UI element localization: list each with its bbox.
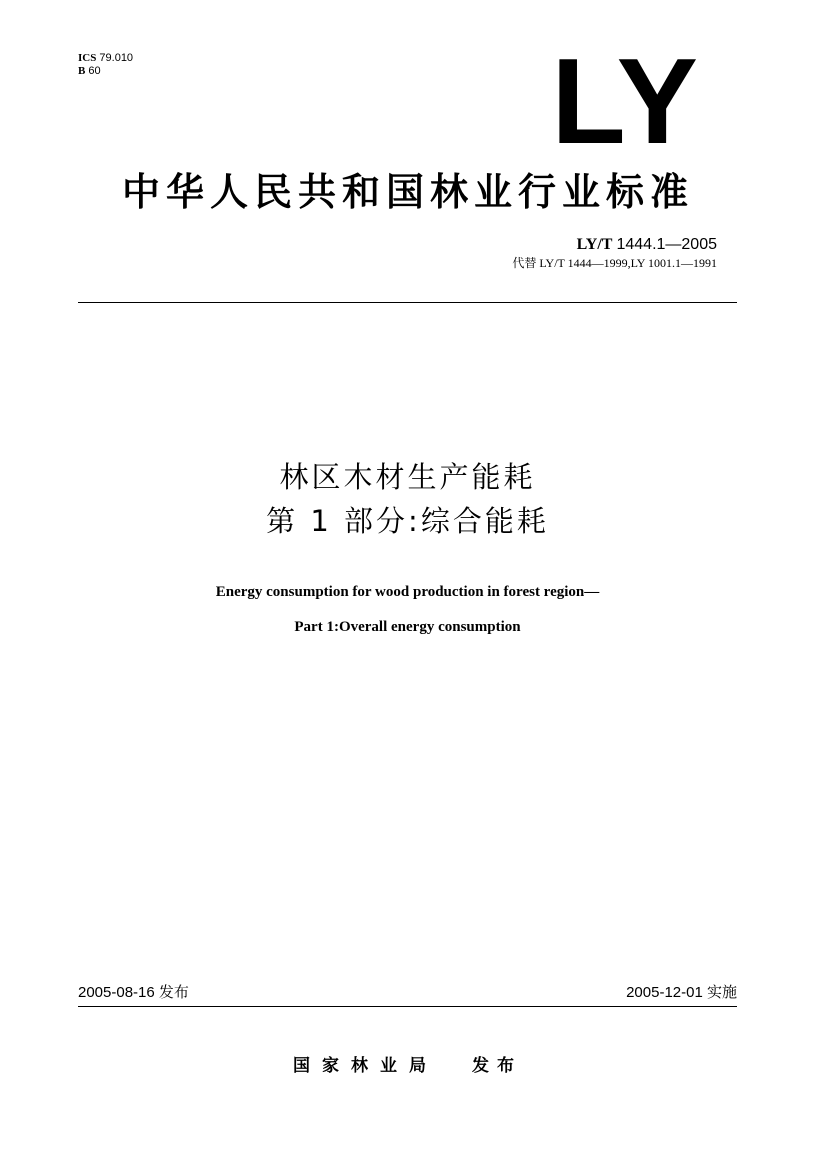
issuer-action: 发布	[471, 1056, 522, 1076]
standard-logo: LY	[551, 33, 700, 169]
bottom-divider	[78, 1006, 737, 1007]
standard-number-value: 1444.1—2005	[616, 236, 717, 253]
effective-date: 2005-12-01 实施	[626, 984, 737, 1001]
class-line	[78, 65, 133, 78]
document-title-en-line1: Energy consumption for wood production in forest region—	[215, 584, 600, 600]
classification-block	[78, 52, 133, 78]
ics-value: 79.010	[99, 52, 134, 64]
document-title-en-line2: Part 1:Overall energy consumption	[294, 619, 521, 635]
issuer-line	[0, 1055, 815, 1077]
issuer-organization: 国家林业局	[293, 1056, 439, 1076]
standard-number	[577, 236, 717, 254]
replaces-note: 代替 LY/T 1444—1999,LY 1001.1—1991	[512, 256, 717, 270]
document-title-cn-line2: 第 1 部分:综合能耗	[266, 504, 549, 538]
document-title-cn-line1: 林区木材生产能耗	[279, 460, 536, 494]
top-divider	[78, 302, 737, 303]
ics-line	[78, 52, 133, 65]
ics-label: ICS	[78, 52, 97, 64]
standard-number-prefix: LY/T	[576, 236, 613, 253]
class-label: B	[78, 65, 86, 77]
standard-category-title: 中华人民共和国林业行业标准	[121, 170, 694, 214]
class-value: 60	[88, 65, 101, 77]
issue-date: 2005-08-16 发布	[78, 984, 189, 1001]
